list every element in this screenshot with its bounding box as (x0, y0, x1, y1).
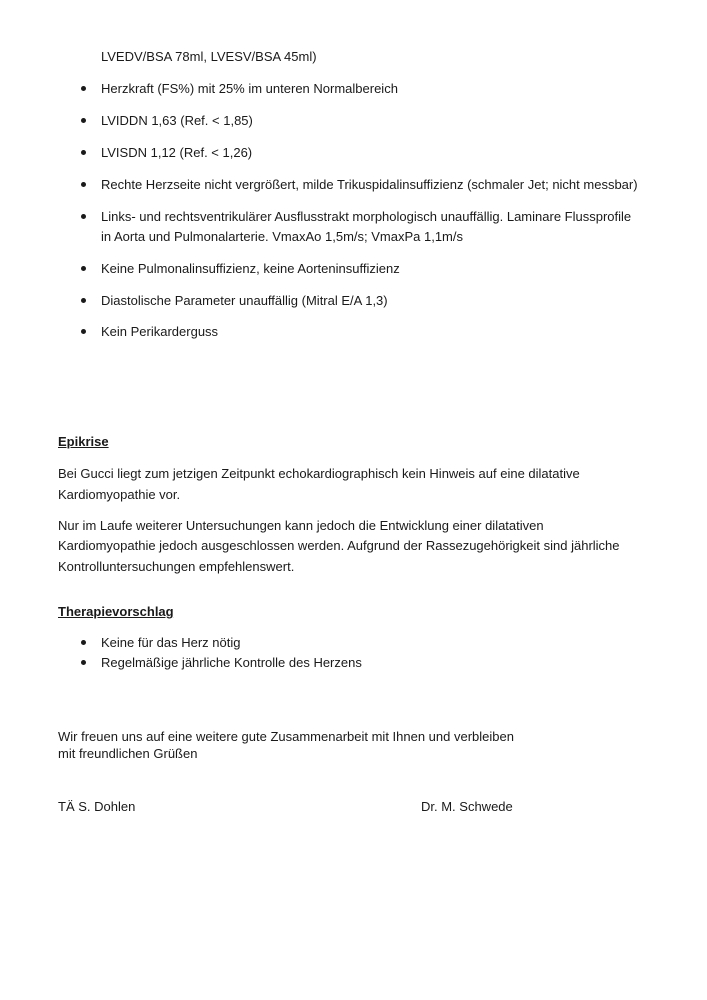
finding-text: Keine Pulmonalinsuffizienz, keine Aorteninsuffizienz (101, 261, 400, 276)
therapie-item-text: Keine für das Herz nötig (101, 635, 241, 650)
findings-continuation: LVEDV/BSA 78ml, LVESV/BSA 45ml) (101, 49, 317, 64)
finding-text-line2: in Aorta und Pulmonalarterie. VmaxAo 1,5m/s; VmaxPa 1,1m/s (101, 229, 464, 244)
finding-text: Diastolische Parameter unauffällig (Mitral E/A 1,3) (101, 293, 388, 308)
epikrise-paragraph-2-line2: Kardiomyopathie jedoch ausgeschlossen werden. Aufgrund der Rassezugehörigkeit sind jährliche (58, 538, 620, 553)
finding-text: LVISDN 1,12 (Ref. < 1,26) (101, 145, 253, 160)
bullet-icon (81, 298, 86, 303)
finding-text: Kein Perikarderguss (101, 324, 219, 339)
epikrise-heading: Epikrise (58, 434, 109, 449)
bullet-icon (81, 266, 86, 271)
closing-line-1: Wir freuen uns auf eine weitere gute Zusammenarbeit mit Ihnen und verbleiben (58, 729, 514, 744)
signature-left: TÄ S. Dohlen (58, 799, 136, 814)
bullet-icon (81, 660, 86, 665)
closing-line-2: mit freundlichen Grüßen (58, 746, 198, 761)
bullet-icon (81, 86, 86, 91)
epikrise-paragraph-2-line1: Nur im Laufe weiterer Untersuchungen kann jedoch die Entwicklung einer dilatativen (58, 518, 544, 533)
bullet-icon (81, 182, 86, 187)
finding-text: Rechte Herzseite nicht vergrößert, milde Trikuspidalinsuffizienz (schmaler Jet; nicht messbar) (101, 177, 638, 192)
therapie-heading: Therapievorschlag (58, 604, 174, 619)
bullet-icon (81, 150, 86, 155)
signature-right: Dr. M. Schwede (421, 799, 513, 814)
bullet-icon (81, 118, 86, 123)
finding-text: Herzkraft (FS%) mit 25% im unteren Normalbereich (101, 81, 398, 96)
epikrise-paragraph-2-line3: Kontrolluntersuchungen empfehlenswert. (58, 559, 295, 574)
bullet-icon (81, 214, 86, 219)
bullet-icon (81, 329, 86, 334)
finding-text: LVIDDN 1,63 (Ref. < 1,85) (101, 113, 253, 128)
epikrise-paragraph-1-line2: Kardiomyopathie vor. (58, 487, 181, 502)
finding-text-line1: Links- und rechtsventrikulärer Ausflusstrakt morphologisch unauffällig. Laminare Flussprofile (101, 209, 632, 224)
therapie-item-text: Regelmäßige jährliche Kontrolle des Herzens (101, 655, 362, 670)
epikrise-paragraph-1-line1: Bei Gucci liegt zum jetzigen Zeitpunkt echokardiographisch kein Hinweis auf eine dilatative (58, 466, 580, 481)
bullet-icon (81, 640, 86, 645)
